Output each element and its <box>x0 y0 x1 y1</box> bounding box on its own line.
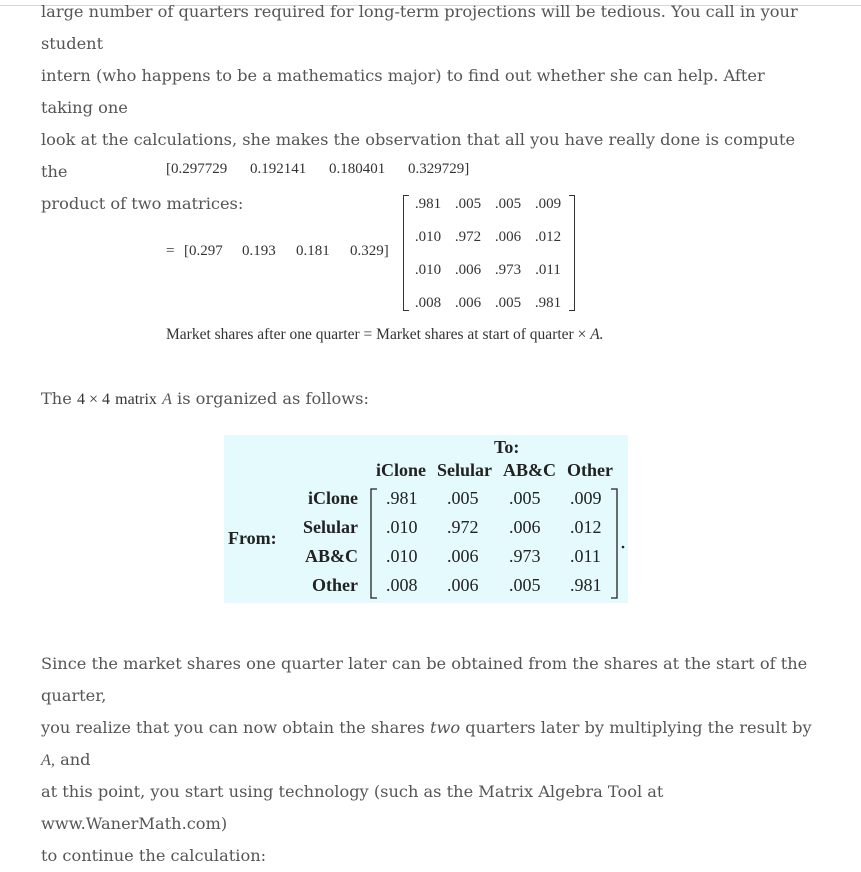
table-cell: .973 <box>509 546 541 566</box>
caption-left: Market shares after one quarter <box>166 326 360 343</box>
transition-matrix <box>400 193 580 315</box>
matrix-cell: .009 <box>534 196 562 212</box>
matrix-cell: .973 <box>494 262 522 278</box>
result-row-vector <box>166 161 469 178</box>
row-header-selular: Selular <box>302 517 358 537</box>
column-header-iclone: iClone <box>376 460 427 480</box>
caption-right: Market shares at start of quarter <box>376 326 574 343</box>
matrix-cell: .006 <box>454 262 482 278</box>
matrix-cell: .005 <box>454 196 482 212</box>
closing-line-3: at this point, you start using technology (such as the Matrix Algebra Tool at www.WanerMath.com) <box>41 782 664 833</box>
matrix-cell: .010 <box>414 229 442 245</box>
matrix-cell: .010 <box>414 262 442 278</box>
matrix-size: 4 × 4 <box>76 391 110 408</box>
table-cell: .981 <box>386 488 418 508</box>
table-cell: .010 <box>386 546 418 566</box>
intro-line-3: look at the calculations, she makes the observation that all you have really done is compute the <box>41 130 796 181</box>
middle-paragraph <box>41 383 821 416</box>
intro-paragraph <box>41 0 821 220</box>
matrix-cell: .012 <box>534 229 562 245</box>
closing-variable: A, <box>41 751 55 769</box>
start-entry-4: 0.329] <box>350 243 389 259</box>
matrix-word: matrix <box>115 391 157 408</box>
closing-emphasis: two <box>430 718 461 737</box>
table-cell: .006 <box>447 575 479 595</box>
matrix-cell: .006 <box>454 295 482 311</box>
caption-equals: = <box>363 326 373 343</box>
row-header-iclone: iClone <box>307 488 358 508</box>
row-header-abc: AB&C <box>305 546 358 566</box>
start-entry-2: 0.193 <box>242 243 276 259</box>
to-label: To: <box>494 437 520 457</box>
table-cell: .005 <box>447 488 479 508</box>
column-header-abc: AB&C <box>503 460 556 480</box>
intro-line-1: large number of quarters required for long-term projections will be tedious. You call in your student <box>41 2 798 53</box>
middle-suffix: is organized as follows: <box>177 389 369 408</box>
matrix-cell: .981 <box>414 196 442 212</box>
table-cell: .011 <box>570 546 601 566</box>
start-row-vector <box>166 243 389 260</box>
table-cell: .012 <box>570 517 602 537</box>
matrix-cell: .005 <box>494 295 522 311</box>
table-cell: .006 <box>447 546 479 566</box>
table-cell: .009 <box>570 488 602 508</box>
closing-line-2 <box>41 712 821 776</box>
matrix-variable: A <box>162 391 172 408</box>
row-header-other: Other <box>312 575 358 595</box>
start-entry-3: 0.181 <box>296 243 330 259</box>
column-header-selular: Selular <box>437 460 493 480</box>
matrix-cell: .972 <box>454 229 482 245</box>
table-right-bracket <box>611 489 617 598</box>
column-header-other: Other <box>567 460 613 480</box>
matrix-cell: .005 <box>494 196 522 212</box>
closing-line-2-part-a: you realize that you can now obtain the shares <box>41 718 425 737</box>
from-label: From: <box>228 528 277 548</box>
closing-line-2-part-b: quarters later by multiplying the result by <box>465 718 812 737</box>
table-cell: .005 <box>509 575 541 595</box>
result-entry-3: 0.180401 <box>329 161 386 177</box>
table-cell: .005 <box>509 488 541 508</box>
table-cell: .010 <box>386 517 418 537</box>
matrix-cell: .981 <box>534 295 562 311</box>
closing-line-1: Since the market shares one quarter later can be obtained from the shares at the start of the quarter, <box>41 654 808 705</box>
matrix-cell: .008 <box>414 295 442 311</box>
closing-line-2-part-c: and <box>60 750 91 769</box>
closing-line-4: to continue the calculation: <box>41 846 267 865</box>
caption-times: × <box>577 326 587 343</box>
matrix-cell: .011 <box>535 262 561 278</box>
intro-line-2: intern (who happens to be a mathematics major) to find out whether she can help. After taking one <box>41 66 765 117</box>
middle-prefix: The <box>41 389 72 408</box>
table-trailing-dot <box>622 546 625 549</box>
table-cell: .981 <box>570 575 602 595</box>
closing-paragraph <box>41 648 821 872</box>
result-entry-2: 0.192141 <box>250 161 307 177</box>
result-entry-1: [0.297729 <box>166 161 228 177</box>
start-entry-1: [0.297 <box>184 243 223 259</box>
table-cell: .008 <box>386 575 418 595</box>
result-entry-4: 0.329729] <box>408 161 470 177</box>
intro-line-4: product of two matrices: <box>41 194 244 213</box>
table-cell: .972 <box>447 517 479 537</box>
transition-table <box>224 435 628 603</box>
caption-variable: A. <box>590 326 604 343</box>
equals-sign: = <box>166 243 175 259</box>
table-left-bracket <box>371 489 377 598</box>
right-bracket <box>569 195 575 311</box>
table-cell: .006 <box>509 517 541 537</box>
matrix-cell: .006 <box>494 229 522 245</box>
equation-caption <box>166 326 604 344</box>
